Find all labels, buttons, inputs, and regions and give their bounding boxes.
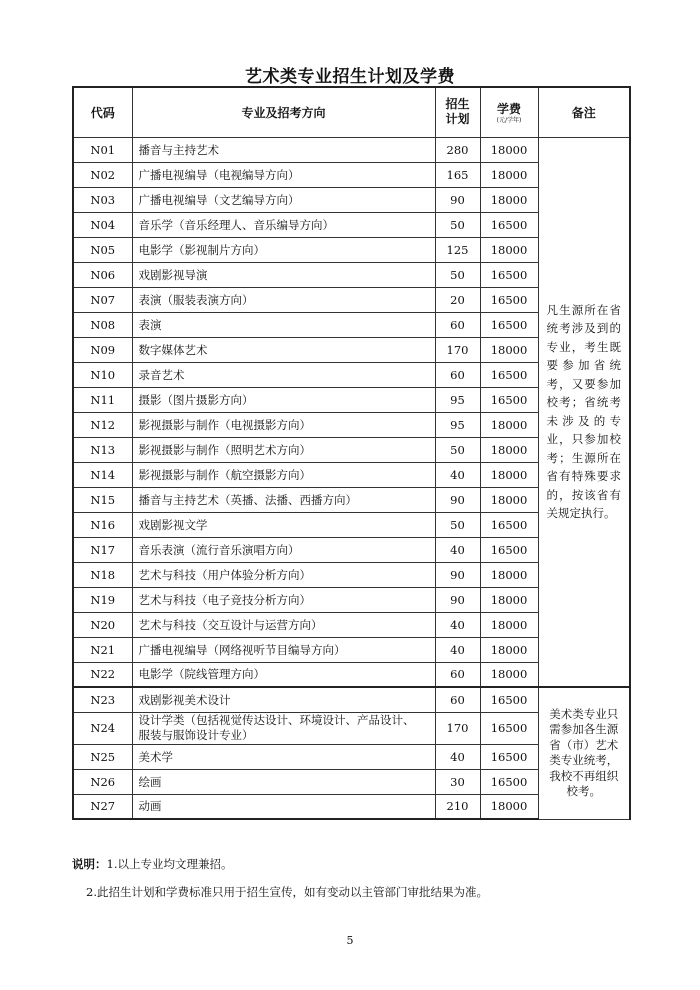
cell-major <box>132 712 435 744</box>
cell-plan: 40 <box>435 612 480 637</box>
cell-major: 播音与主持艺术 <box>132 137 435 162</box>
cell-code: N11 <box>73 387 132 412</box>
cell-major: 音乐学（音乐经理人、音乐编导方向） <box>132 212 435 237</box>
cell-fee: 16500 <box>480 362 538 387</box>
cell-plan: 50 <box>435 262 480 287</box>
cell-fee: 18000 <box>480 337 538 362</box>
table-row <box>73 137 630 162</box>
cell-major: 影视摄影与制作（照明艺术方向） <box>132 437 435 462</box>
header-remark: 备注 <box>538 87 630 137</box>
cell-major: 音乐表演（流行音乐演唱方向） <box>132 537 435 562</box>
footnotes <box>72 856 488 900</box>
cell-plan: 90 <box>435 487 480 512</box>
cell-fee: 16500 <box>480 537 538 562</box>
cell-code: N23 <box>73 687 132 712</box>
cell-fee: 16500 <box>480 744 538 769</box>
cell-code: N09 <box>73 337 132 362</box>
cell-major: 动画 <box>132 794 435 819</box>
cell-fee: 18000 <box>480 662 538 687</box>
header-major: 专业及招考方向 <box>132 87 435 137</box>
remark-group-a: 凡生源所在省统考涉及到的专业，考生既要参加省统考，又要参加校考；省统考未涉及的专业，只参加校考；生源所在省有特殊要求的，按该省有关规定执行。 <box>538 137 630 687</box>
cell-plan: 125 <box>435 237 480 262</box>
cell-major: 广播电视编导（电视编导方向） <box>132 162 435 187</box>
cell-fee: 16500 <box>480 687 538 712</box>
cell-code: N20 <box>73 612 132 637</box>
cell-plan: 40 <box>435 462 480 487</box>
cell-code: N04 <box>73 212 132 237</box>
cell-code: N14 <box>73 462 132 487</box>
cell-plan: 40 <box>435 744 480 769</box>
cell-fee: 18000 <box>480 794 538 819</box>
cell-major: 影视摄影与制作（电视摄影方向） <box>132 412 435 437</box>
cell-major: 戏剧影视文学 <box>132 512 435 537</box>
cell-major: 播音与主持艺术（英播、法播、西播方向） <box>132 487 435 512</box>
cell-fee: 18000 <box>480 587 538 612</box>
cell-code: N17 <box>73 537 132 562</box>
cell-plan: 280 <box>435 137 480 162</box>
cell-fee: 18000 <box>480 562 538 587</box>
cell-plan: 60 <box>435 362 480 387</box>
header-plan-line2: 计划 <box>445 112 470 127</box>
cell-code: N19 <box>73 587 132 612</box>
cell-major-line2: 服装与服饰设计专业） <box>138 728 254 742</box>
cell-major: 绘画 <box>132 769 435 794</box>
cell-code: N13 <box>73 437 132 462</box>
header-fee-unit: (元/学年) <box>496 116 522 124</box>
cell-code: N07 <box>73 287 132 312</box>
cell-major: 电影学（院线管理方向） <box>132 662 435 687</box>
cell-major-line1: 设计学类（包括视觉传达设计、环境设计、产品设计、 <box>138 713 415 727</box>
cell-plan: 30 <box>435 769 480 794</box>
cell-plan: 95 <box>435 412 480 437</box>
footnote-label: 说明： <box>72 857 107 871</box>
cell-major: 广播电视编导（网络视听节目编导方向） <box>132 637 435 662</box>
header-plan <box>435 87 480 137</box>
cell-fee: 16500 <box>480 387 538 412</box>
cell-major: 影视摄影与制作（航空摄影方向） <box>132 462 435 487</box>
cell-fee: 18000 <box>480 487 538 512</box>
cell-plan: 60 <box>435 662 480 687</box>
cell-major: 表演 <box>132 312 435 337</box>
cell-code: N06 <box>73 262 132 287</box>
footnote-2: 2.此招生计划和学费标准只用于招生宣传，如有变动以主管部门审批结果为准。 <box>86 885 488 899</box>
cell-major: 艺术与科技（用户体验分析方向） <box>132 562 435 587</box>
cell-fee: 18000 <box>480 637 538 662</box>
cell-plan: 40 <box>435 637 480 662</box>
cell-code: N24 <box>73 712 132 744</box>
cell-major: 艺术与科技（交互设计与运营方向） <box>132 612 435 637</box>
cell-major: 戏剧影视导演 <box>132 262 435 287</box>
cell-plan: 60 <box>435 312 480 337</box>
cell-major: 摄影（图片摄影方向） <box>132 387 435 412</box>
cell-major: 录音艺术 <box>132 362 435 387</box>
header-code: 代码 <box>73 87 132 137</box>
cell-major: 数字媒体艺术 <box>132 337 435 362</box>
cell-major: 美术学 <box>132 744 435 769</box>
cell-major: 广播电视编导（文艺编导方向） <box>132 187 435 212</box>
cell-code: N05 <box>73 237 132 262</box>
cell-fee: 18000 <box>480 237 538 262</box>
cell-fee: 18000 <box>480 187 538 212</box>
cell-code: N01 <box>73 137 132 162</box>
table-row <box>73 687 630 712</box>
cell-code: N21 <box>73 637 132 662</box>
cell-fee: 16500 <box>480 287 538 312</box>
cell-code: N10 <box>73 362 132 387</box>
cell-plan: 50 <box>435 512 480 537</box>
page-number: 5 <box>346 934 354 947</box>
header-fee-label: 学费 <box>496 101 521 116</box>
cell-code: N12 <box>73 412 132 437</box>
cell-code: N27 <box>73 794 132 819</box>
cell-fee: 16500 <box>480 312 538 337</box>
cell-code: N16 <box>73 512 132 537</box>
footnote-1-text: 1.以上专业均文理兼招。 <box>106 857 233 871</box>
cell-plan: 165 <box>435 162 480 187</box>
cell-plan: 170 <box>435 337 480 362</box>
cell-plan: 60 <box>435 687 480 712</box>
cell-fee: 16500 <box>480 769 538 794</box>
cell-major: 戏剧影视美术设计 <box>132 687 435 712</box>
cell-code: N08 <box>73 312 132 337</box>
cell-code: N22 <box>73 662 132 687</box>
cell-plan: 90 <box>435 562 480 587</box>
remark-group-b: 美术类专业只需参加各生源省（市）艺术类专业统考，我校不再组织校考。 <box>538 687 630 819</box>
cell-plan: 170 <box>435 712 480 744</box>
cell-plan: 50 <box>435 437 480 462</box>
cell-plan: 50 <box>435 212 480 237</box>
cell-fee: 18000 <box>480 412 538 437</box>
cell-fee: 16500 <box>480 712 538 744</box>
cell-fee: 16500 <box>480 212 538 237</box>
cell-code: N02 <box>73 162 132 187</box>
cell-major: 电影学（影视制片方向） <box>132 237 435 262</box>
cell-code: N25 <box>73 744 132 769</box>
cell-fee: 16500 <box>480 512 538 537</box>
cell-fee: 18000 <box>480 137 538 162</box>
cell-code: N03 <box>73 187 132 212</box>
cell-fee: 16500 <box>480 262 538 287</box>
cell-major: 艺术与科技（电子竞技分析方向） <box>132 587 435 612</box>
page-title: 艺术类专业招生计划及学费 <box>245 67 455 87</box>
cell-plan: 95 <box>435 387 480 412</box>
cell-fee: 18000 <box>480 437 538 462</box>
cell-code: N26 <box>73 769 132 794</box>
cell-fee: 18000 <box>480 162 538 187</box>
cell-major: 表演（服装表演方向） <box>132 287 435 312</box>
header-fee <box>480 87 538 137</box>
cell-plan: 90 <box>435 587 480 612</box>
cell-plan: 20 <box>435 287 480 312</box>
cell-fee: 18000 <box>480 462 538 487</box>
footnote-1 <box>72 856 488 872</box>
cell-plan: 40 <box>435 537 480 562</box>
cell-code: N15 <box>73 487 132 512</box>
cell-fee: 18000 <box>480 612 538 637</box>
header-plan-line1: 招生 <box>445 97 470 112</box>
enrollment-table <box>72 86 631 820</box>
cell-plan: 90 <box>435 187 480 212</box>
cell-code: N18 <box>73 562 132 587</box>
cell-plan: 210 <box>435 794 480 819</box>
table-header-row <box>73 87 630 137</box>
